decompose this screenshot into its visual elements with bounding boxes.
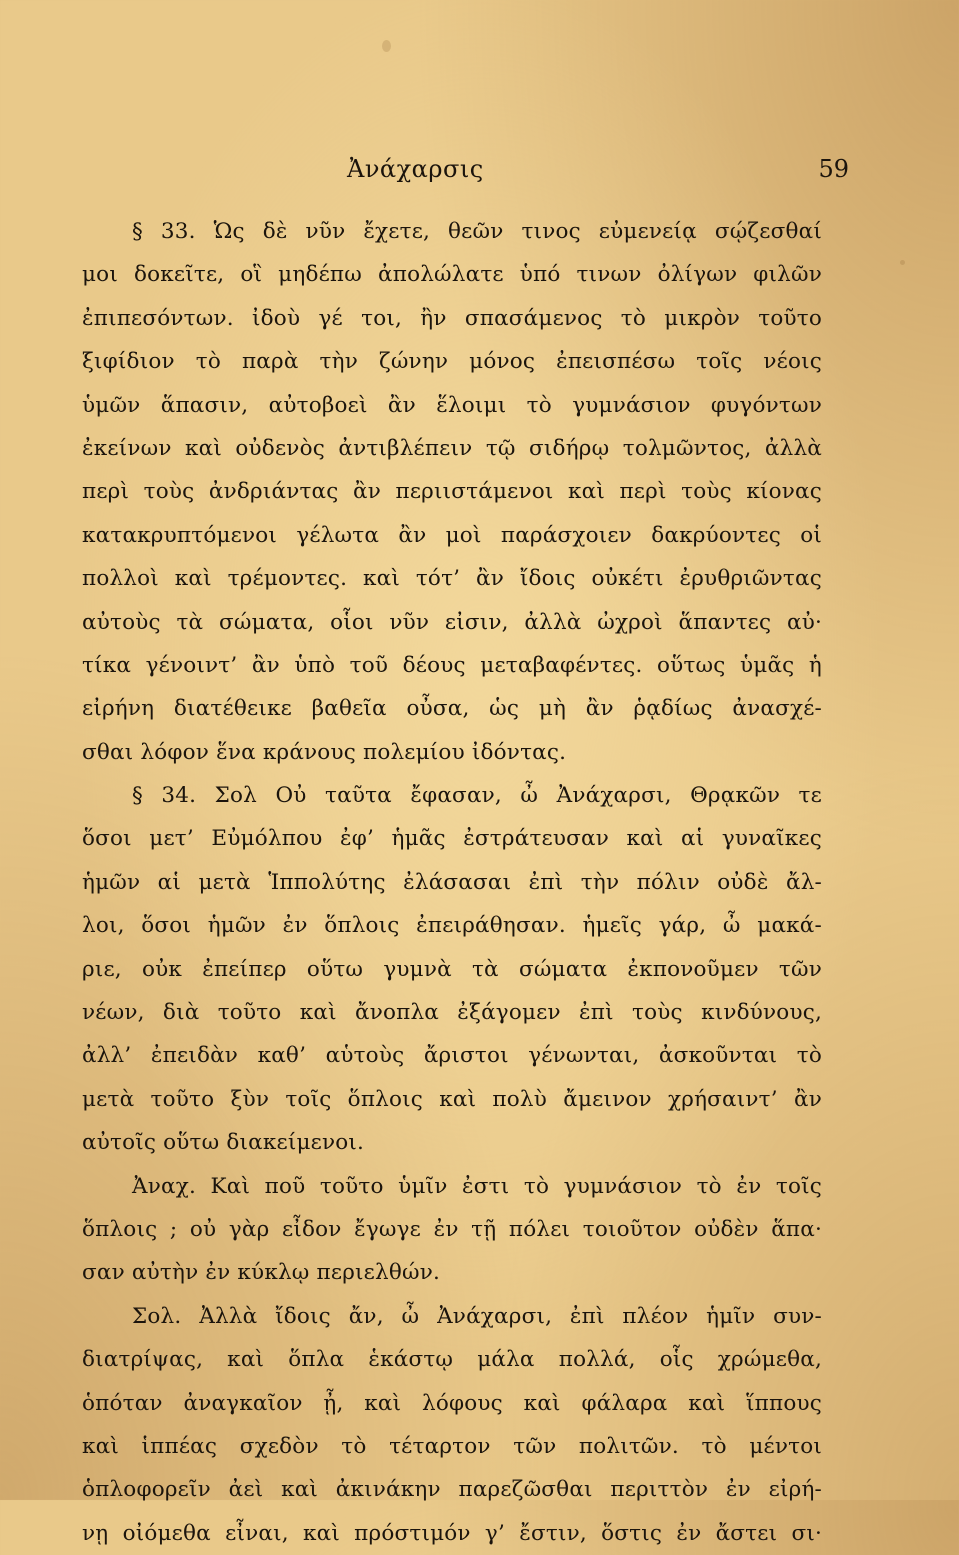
text-line: ξιφίδιον τὸ παρὰ τὴν ζώνην μόνος ἐπεισπέσω τοῖς νέοις [82, 349, 822, 375]
text-line: νέων, διὰ τοῦτο καὶ ἄνοπλα ἐξάγομεν ἐπὶ τοὺς κινδύνους, [82, 1000, 822, 1026]
text-line: ὁπόταν ἀναγκαῖον ᾖ, καὶ λόφους καὶ φάλαρα καὶ ἵππους [82, 1390, 822, 1416]
text-line: μοι δοκεῖτε, οἳ μηδέπω ἀπολώλατε ὑπό τινων ὀλίγων φιλῶν [82, 262, 822, 288]
ink-stain [382, 40, 391, 52]
text-line: αὐτοὺς τὰ σώματα, οἷοι νῦν εἰσιν, ἀλλὰ ὠχροὶ ἅπαντες αὐ· [82, 609, 822, 635]
page-number: 59 [818, 155, 849, 183]
text-line: σαν αὐτὴν ἐν κύκλῳ περιελθών. [82, 1260, 441, 1286]
text-line: αὐτοῖς οὕτω διακείμενοι. [82, 1130, 365, 1156]
text-line: λοι, ὅσοι ἡμῶν ἐν ὅπλοις ἐπειράθησαν. ἡμεῖς γάρ, ὦ μακά- [82, 913, 822, 939]
text-line: νῃ οἰόμεθα εἶναι, καὶ πρόστιμόν γ’ ἔστιν, ὅστις ἐν ἄστει σι· [82, 1520, 822, 1546]
text-line: καὶ ἱππέας σχεδὸν τὸ τέταρτον τῶν πολιτῶν. τὸ μέντοι [82, 1433, 822, 1459]
text-line: εἰρήνη διατέθεικε βαθεῖα οὖσα, ὡς μὴ ἂν ῥᾳδίως ἀνασχέ- [82, 696, 822, 722]
text-line: § 33. Ὡς δὲ νῦν ἔχετε, θεῶν τινος εὐμενείᾳ σῴζεσθαί [132, 219, 822, 244]
text-line: μετὰ τοῦτο ξὺν τοῖς ὅπλοις καὶ πολὺ ἄμεινον χρήσαιντ’ ἂν [82, 1086, 822, 1112]
text-line: Ἀναχ. Καὶ ποῦ τοῦτο ὑμῖν ἐστι τὸ γυμνάσιον τὸ ἐν τοῖς [132, 1173, 822, 1199]
text-line: ἀλλ’ ἐπειδὰν καθ’ αὑτοὺς ἄριστοι γένωνται, ἀσκοῦνται τὸ [82, 1043, 822, 1069]
text-line: Σολ. Ἀλλὰ ἴδοις ἄν, ὦ Ἀνάχαρσι, ἐπὶ πλέον ἡμῖν συν- [132, 1303, 822, 1329]
text-line: σθαι λόφον ἕνα κράνους πολεμίου ἰδόντας. [82, 739, 567, 765]
text-line: περὶ τοὺς ἀνδριάντας ἂν περιιστάμενοι καὶ περὶ τοὺς κίονας [82, 479, 822, 505]
running-head [82, 155, 849, 189]
text-line: ὅπλοις ; οὐ γὰρ εἶδον ἔγωγε ἐν τῇ πόλει τοιοῦτον οὐδὲν ἅπα· [82, 1216, 822, 1242]
text-line: ὑμῶν ἅπασιν, αὐτοβοεὶ ἂν ἕλοιμι τὸ γυμνάσιον φυγόντων [82, 392, 822, 418]
paper-spot [900, 260, 905, 265]
running-title: Ἀνάχαρσις [347, 155, 484, 183]
text-line: ἡμῶν αἱ μετὰ Ἱππολύτης ἐλάσασαι ἐπὶ τὴν πόλιν οὐδὲ ἄλ- [82, 869, 822, 895]
text-line: πολλοὶ καὶ τρέμοντες. καὶ τότ’ ἂν ἴδοις οὐκέτι ἐρυθριῶντας [82, 566, 822, 592]
text-line: § 34. Σολ Οὐ ταῦτα ἔφασαν, ὦ Ἀνάχαρσι, Θρᾳκῶν τε [132, 783, 822, 809]
text-line: ἐκείνων καὶ οὐδενὸς ἀντιβλέπειν τῷ σιδήρῳ τολμῶντος, ἀλλὰ [82, 435, 822, 461]
text-line: κατακρυπτόμενοι γέλωτα ἂν μοὶ παράσχοιεν δακρύοντες οἱ [82, 522, 822, 548]
text-line: ὅσοι μετ’ Εὐμόλπου ἐφ’ ἡμᾶς ἐστράτευσαν καὶ αἱ γυναῖκες [82, 826, 822, 852]
text-line: ριε, οὐκ ἐπείπερ οὕτω γυμνὰ τὰ σώματα ἐκπονοῦμεν τῶν [82, 956, 822, 982]
text-line: διατρίψας, καὶ ὅπλα ἑκάστῳ μάλα πολλά, οἷς χρώμεθα, [82, 1347, 822, 1373]
text-line: τίκα γένοιντ’ ἂν ὑπὸ τοῦ δέους μεταβαφέντες. οὕτως ὑμᾶς ἡ [82, 652, 822, 678]
text-line: ἐπιπεσόντων. ἰδοὺ γέ τοι, ἢν σπασάμενος τὸ μικρὸν τοῦτο [82, 305, 822, 331]
text-line: ὁπλοφορεῖν ἀεὶ καὶ ἀκινάκην παρεζῶσθαι περιττὸν ἐν εἰρή- [82, 1477, 822, 1503]
body-text [82, 210, 822, 1555]
